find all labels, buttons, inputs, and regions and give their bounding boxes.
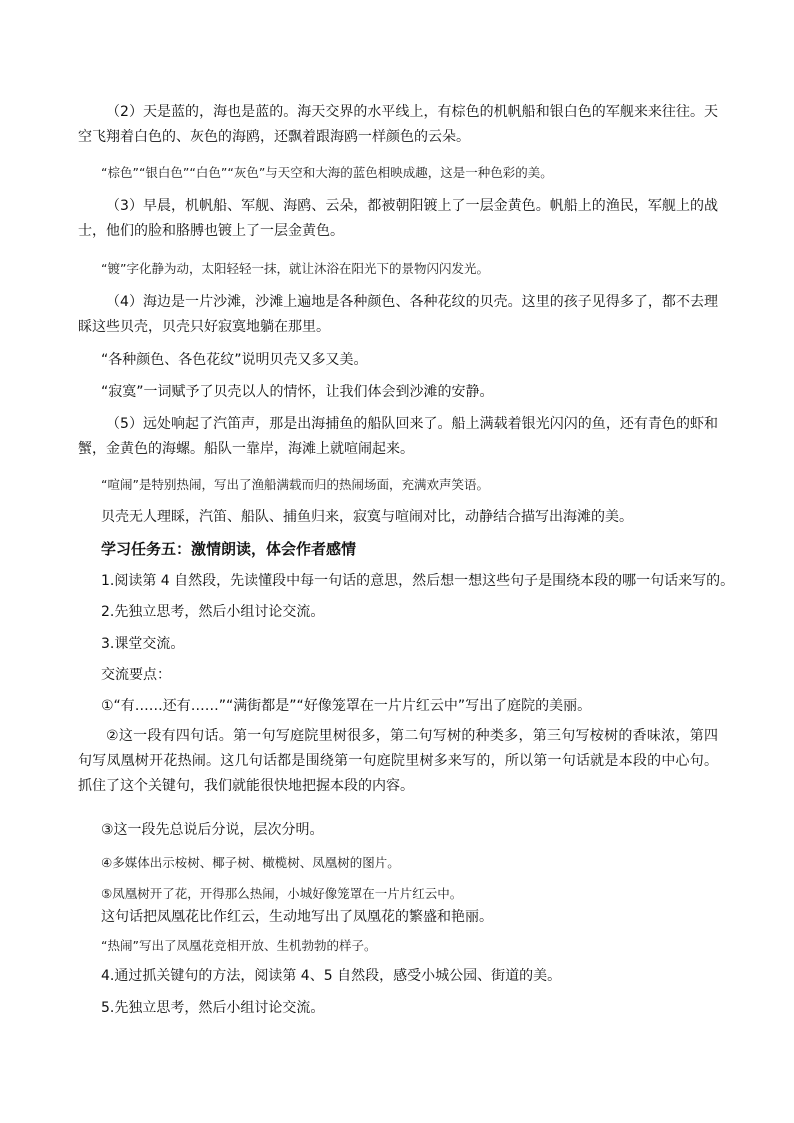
paragraph: （4）海边是一片沙滩，沙滩上遍地是各种颜色、各种花纹的贝壳。这里的孩子见得多了，都不去理睬这些贝壳，贝壳只好寂寞地躺在那里。: [78, 294, 718, 335]
paragraph: （2）天是蓝的，海也是蓝的。海天交界的水平线上，有棕色的机帆船和银白色的军舰来来往往。天空飞翔着白色的、灰色的海鸥，还飘着跟海鸥一样颜色的云朵。: [78, 104, 718, 145]
paragraph: 3.课堂交流。: [101, 636, 185, 652]
paragraph: 4.通过抓关键句的方法，阅读第 4、5 自然段，感受小城公园、街道的美。: [101, 968, 562, 984]
paragraph: 5.先独立思考，然后小组讨论交流。: [101, 1000, 325, 1016]
paragraph: ⑤凤凰树开了花，开得那么热闹，小城好像笼罩在一片片红云中。: [101, 886, 463, 901]
paragraph: ①“有……还有……”“满街都是”“好像笼罩在一片片红云中”写出了庭院的美丽。: [101, 698, 592, 714]
paragraph: （5）远处响起了汽笛声，那是出海捕鱼的船队回来了。船上满载着银光闪闪的鱼，还有青色的虾和蟹，金黄色的海螺。船队一靠岸，海滩上就喧闹起来。: [78, 416, 718, 457]
paragraph: ③这一段先总说后分说，层次分明。: [101, 822, 324, 838]
paragraph: （3）早晨，机帆船、军舰、海鸥、云朵，都被朝阳镀上了一层金黄色。帆船上的渔民，军舰上的战士，他们的脸和胳膊也镀上了一层金黄色。: [78, 198, 718, 239]
paragraph: “棕色”“银白色”“白色”“灰色”与天空和大海的蓝色相映成趣，这是一种色彩的美。: [101, 165, 553, 180]
paragraph: 1.阅读第 4 自然段，先读懂段中每一句话的意思，然后想一想这些句子是围绕本段的哪一句话来写的。: [101, 573, 735, 589]
paragraph: “镀”字化静为动，太阳轻轻一抹，就让沐浴在阳光下的景物闪闪发光。: [101, 261, 489, 276]
paragraph: 交流要点：: [101, 667, 171, 683]
paragraph: 贝壳无人理睬，汽笛、船队、捕鱼归来，寂寞与喧闹对比，动静结合描写出海滩的美。: [101, 509, 633, 525]
paragraph: “喧闹”是特别热闹，写出了渔船满载而归的热闹场面，充满欢声笑语。: [101, 477, 489, 492]
paragraph: 这句话把凤凰花比作红云，生动地写出了凤凰花的繁盛和艳丽。: [101, 909, 493, 925]
paragraph: ②这一段有四句话。第一句写庭院里树很多，第二句写树的种类多，第三句写桉树的香味浓，第四句写凤凰树开花热闹。这几句话都是围绕第一句庭院里树多来写的，所以第一句话就是本段的中心句。抓住了这个关键句，我们就能很快地把握本段的内容。: [78, 728, 718, 794]
paragraph: “热闹”写出了凤凰花竞相开放、生机勃勃的样子。: [101, 938, 377, 953]
paragraph: ④多媒体出示桉树、椰子树、橄榄树、凤凰树的图片。: [101, 855, 400, 870]
paragraph: 2.先独立思考，然后小组讨论交流。: [101, 604, 325, 620]
paragraph: “各种颜色、各色花纹”说明贝壳又多又美。: [101, 352, 368, 368]
section-heading: 学习任务五：激情朗读，体会作者感情: [101, 540, 357, 558]
paragraph: “寂寞”一词赋予了贝壳以人的情怀，让我们体会到沙滩的安静。: [101, 384, 494, 400]
